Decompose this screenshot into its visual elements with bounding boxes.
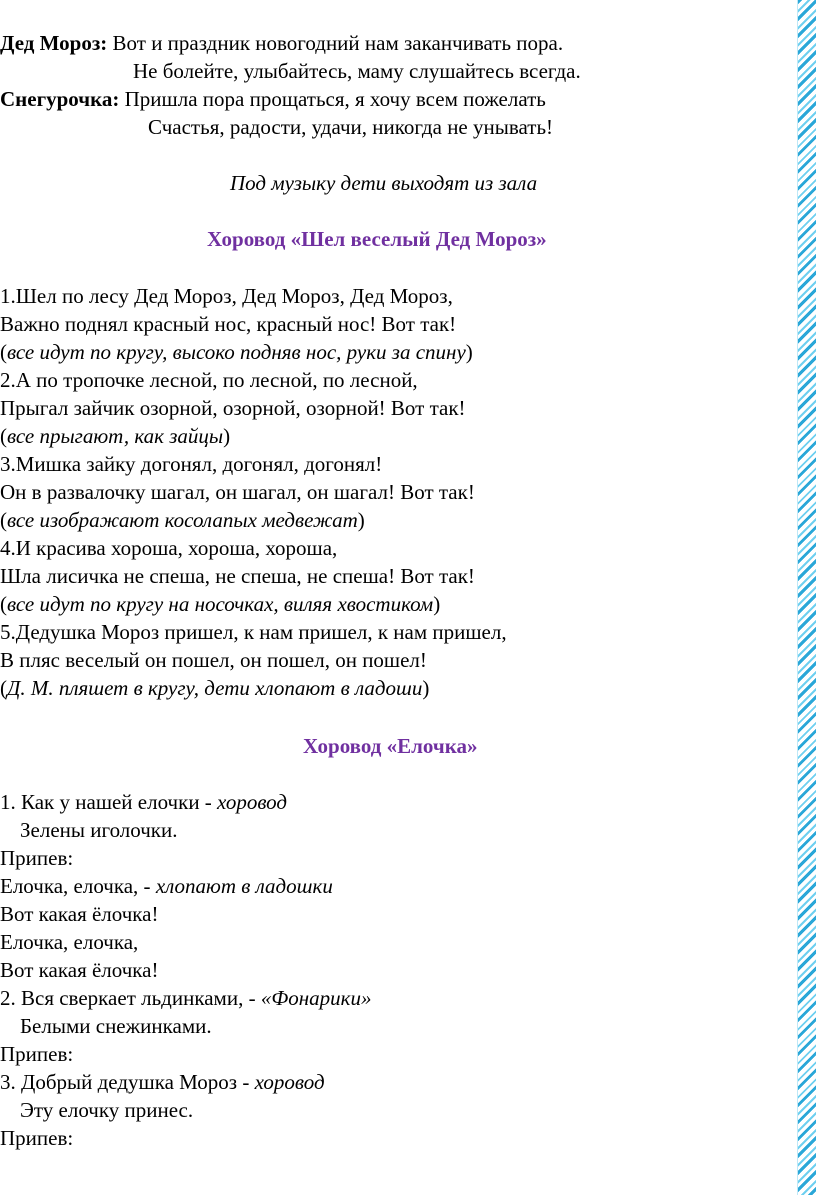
note-text: хоровод (217, 790, 288, 814)
verse-line: Важно поднял красный нос, красный нос! Вот так! (0, 312, 457, 336)
verse-line: Белыми снежинками. (20, 1014, 212, 1038)
verse-line: В пляс веселый он пошел, он пошел, он пошел! (0, 648, 427, 672)
verse-line: Эту елочку принес. (20, 1098, 194, 1122)
paren-close: ) (433, 592, 441, 616)
dialogue-line (148, 114, 553, 141)
note-text: все идут по кругу, высоко подняв нос, руки за спину (7, 340, 466, 364)
verse-line: Вот какая ёлочка! (0, 902, 159, 926)
stage-direction: Под музыку дети выходят из зала (230, 171, 538, 195)
paren-open: ( (0, 340, 7, 364)
note-text: все идут по кругу на носочках, виляя хвостиком (7, 592, 434, 616)
verse-line (0, 1069, 325, 1096)
dialogue-text: Вот и праздник новогодний нам заканчивать пора. (112, 31, 564, 55)
dialogue-text: Счастья, радости, удачи, никогда не унывать! (148, 115, 554, 139)
note-text: все прыгают, как зайцы (7, 424, 224, 448)
paren-close: ) (422, 676, 430, 700)
verse-text: 1. Как у нашей елочки - (0, 790, 218, 814)
verse-line: Прыгал зайчик озорной, озорной, озорной! Вот так! (0, 396, 466, 420)
dialogue-line (133, 58, 581, 85)
note-text: хлопают в ладошки (155, 874, 333, 898)
dialogue-line (0, 30, 563, 57)
section-title-dance1: Хоровод «Шел веселый Дед Мороз» (207, 227, 547, 251)
verse-line: 1.Шел по лесу Дед Мороз, Дед Мороз, Дед Мороз, (0, 284, 453, 308)
verse-line: 3.Мишка зайку догонял, догонял, догонял! (0, 452, 383, 476)
stage-note (0, 339, 473, 366)
verse-line: Шла лисичка не спеша, не спеша, не спеша! Вот так! (0, 564, 475, 588)
verse-text: 3. Добрый дедушка Мороз - (0, 1070, 255, 1094)
note-text: хоровод (254, 1070, 325, 1094)
verse-line: Зелены иголочки. (20, 818, 178, 842)
decorative-border (797, 0, 816, 1195)
verse-text: 2. Вся сверкает льдинками, - (0, 986, 261, 1010)
verse-line (0, 789, 287, 816)
note-text: Д. М. пляшет в кругу, дети хлопают в ладоши (7, 676, 423, 700)
stage-note (0, 675, 429, 702)
paren-close: ) (465, 340, 473, 364)
dialogue-text: Не болейте, улыбайтесь, маму слушайтесь всегда. (133, 59, 581, 83)
stage-note (0, 423, 230, 450)
verse-line: 2.А по тропочке лесной, по лесной, по лесной, (0, 368, 418, 392)
chorus-label: Припев: (0, 1042, 74, 1066)
verse-line: 4.И красива хороша, хороша, хороша, (0, 536, 338, 560)
note-text: «Фонарики» (260, 986, 372, 1010)
verse-line: Он в развалочку шагал, он шагал, он шагал! Вот так! (0, 480, 475, 504)
speaker-name: Дед Мороз: (0, 31, 108, 55)
dialogue-line (0, 86, 546, 113)
verse-line (0, 873, 333, 900)
chorus-label: Припев: (0, 846, 74, 870)
paren-open: ( (0, 676, 7, 700)
verse-line: Елочка, елочка, (0, 930, 139, 954)
paren-close: ) (357, 508, 365, 532)
verse-line: Вот какая ёлочка! (0, 958, 159, 982)
note-text: все изображают косолапых медвежат (7, 508, 358, 532)
paren-open: ( (0, 508, 7, 532)
section-title-dance2: Хоровод «Елочка» (303, 734, 478, 758)
paren-open: ( (0, 592, 7, 616)
speaker-name: Снегурочка: (0, 87, 120, 111)
verse-line (0, 985, 371, 1012)
chorus-label: Припев: (0, 1126, 74, 1150)
dialogue-text: Пришла пора прощаться, я хочу всем пожелать (124, 87, 546, 111)
stage-note (0, 507, 365, 534)
paren-close: ) (223, 424, 231, 448)
paren-open: ( (0, 424, 7, 448)
stage-note (0, 591, 440, 618)
verse-line: 5.Дедушка Мороз пришел, к нам пришел, к нам пришел, (0, 620, 507, 644)
verse-text: Елочка, елочка, - (0, 874, 156, 898)
